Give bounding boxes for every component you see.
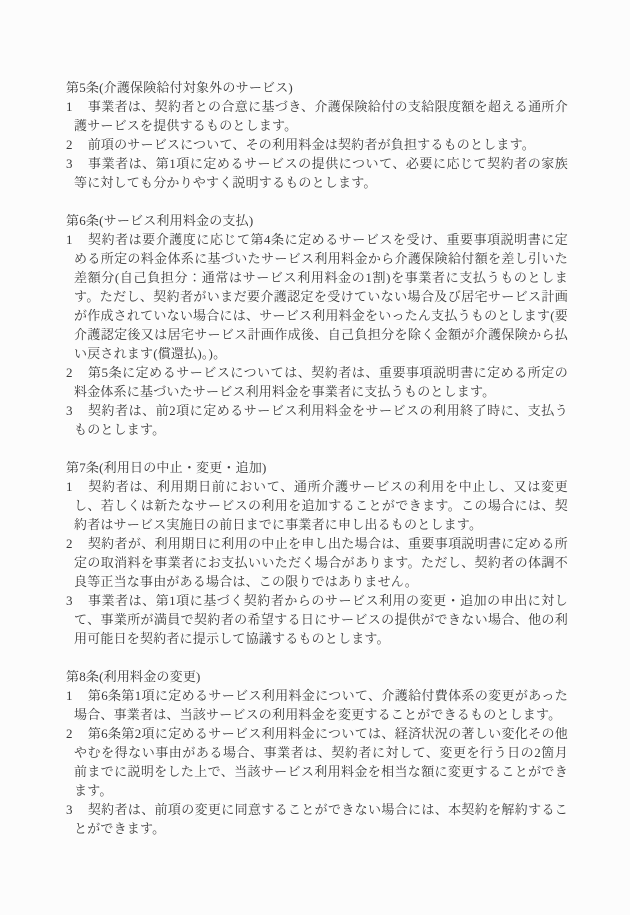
clause-text: 契約者が、利用期日に利用の中止を申し出た場合は、重要事項説明書に定める所定の取消料を事業者にお支払いいただく場合があります。ただし、契約者の体調不良等正当な事由がある場合は、この限りではありません。	[74, 536, 568, 589]
clause-number: 3	[66, 403, 73, 418]
clause-number: 3	[66, 802, 73, 817]
clause-number: 1	[66, 479, 73, 494]
article-6-clause-1	[66, 230, 568, 363]
clause-text: 契約者は、前2項に定めるサービス利用料金をサービスの利用終了時に、支払うものとします。	[74, 403, 568, 437]
clause-text: 事業者は、第1項に基づく契約者からのサービス利用の変更・追加の申出に対して、事業所が満員で契約者の希望する日にサービスの提供ができない場合、他の利用可能日を契約者に提示して協議するものとします。	[74, 593, 568, 646]
clause-text: 第6条第2項に定めるサービス利用料金については、経済状況の著しい変化その他やむを得ない事由がある場合、事業者は、契約者に対して、変更を行う日の2箇月前までに説明をした上で、当該サービス利用料金を相当な額に変更することができます。	[74, 726, 568, 798]
article-5-heading: 第5条(介護保険給付対象外のサービス)	[66, 80, 293, 95]
article-5-clause-1	[66, 97, 568, 135]
clause-number: 1	[66, 232, 73, 247]
clause-number: 1	[66, 688, 73, 703]
clause-text: 第5条に定めるサービスについては、契約者は、重要事項説明書に定める所定の料金体系に基づいたサービス利用料金を事業者に支払うものとします。	[74, 365, 568, 399]
article-7-clause-2	[66, 534, 568, 591]
article-5-clause-3	[66, 154, 568, 192]
clause-text: 事業者は、契約者との合意に基づき、介護保険給付の支給限度額を超える通所介護サービスを提供するものとします。	[74, 99, 568, 133]
article-8-clause-1	[66, 686, 568, 724]
article-6-clause-3	[66, 401, 568, 439]
clause-text: 契約者は要介護度に応じて第4条に定めるサービスを受け、重要事項説明書に定める所定の料金体系に基づいたサービス利用料金から介護保険給付額を差し引いた差額分(自己負担分：通常はサービス利用料金の1割)を事業者に支払うものとします。ただし、契約者がいまだ要介護認定を受けていない場合及び居宅サービス計画が作成されていない場合には、サービス利用料金をいったん支払うものとします(要介護認定後又は居宅サービス計画作成後、自己負担分を除く金額が介護保険から払い戻されます(償還払)。)。	[74, 232, 568, 361]
clause-number: 2	[66, 137, 73, 152]
article-7	[66, 458, 568, 648]
clause-number: 3	[66, 593, 73, 608]
article-8-clause-3	[66, 800, 568, 838]
article-6-clause-2	[66, 363, 568, 401]
clause-number: 2	[66, 536, 73, 551]
article-7-clause-3	[66, 591, 568, 648]
article-8	[66, 667, 568, 838]
article-6-heading: 第6条(サービス利用料金の支払)	[66, 213, 254, 228]
clause-text: 第6条第1項に定めるサービス利用料金について、介護給付費体系の変更があった場合、事業者は、当該サービスの利用料金を変更することができるものとします。	[74, 688, 568, 722]
contract-text-block	[66, 78, 568, 838]
clause-text: 契約者は、利用期日前において、通所介護サービスの利用を中止し、又は変更し、若しくは新たなサービスの利用を追加することができます。この場合には、契約者はサービス実施日の前日までに事業者に申し出るものとします。	[74, 479, 568, 532]
clause-text: 前項のサービスについて、その利用料金は契約者が負担するものとします。	[87, 137, 535, 152]
article-8-clause-2	[66, 724, 568, 800]
clause-number: 3	[66, 156, 73, 171]
clause-number: 2	[66, 726, 73, 741]
clause-number: 1	[66, 99, 73, 114]
article-8-heading: 第8条(利用料金の変更)	[66, 669, 201, 684]
article-5-clause-2	[66, 135, 568, 154]
article-7-clause-1	[66, 477, 568, 534]
article-7-heading: 第7条(利用日の中止・変更・追加)	[66, 460, 267, 475]
article-5	[66, 78, 568, 192]
article-6	[66, 211, 568, 439]
clause-text: 事業者は、第1項に定めるサービスの提供について、必要に応じて契約者の家族等に対しても分かりやすく説明するものとします。	[74, 156, 568, 190]
clause-text: 契約者は、前項の変更に同意することができない場合には、本契約を解約することができます。	[74, 802, 568, 836]
clause-number: 2	[66, 365, 73, 380]
